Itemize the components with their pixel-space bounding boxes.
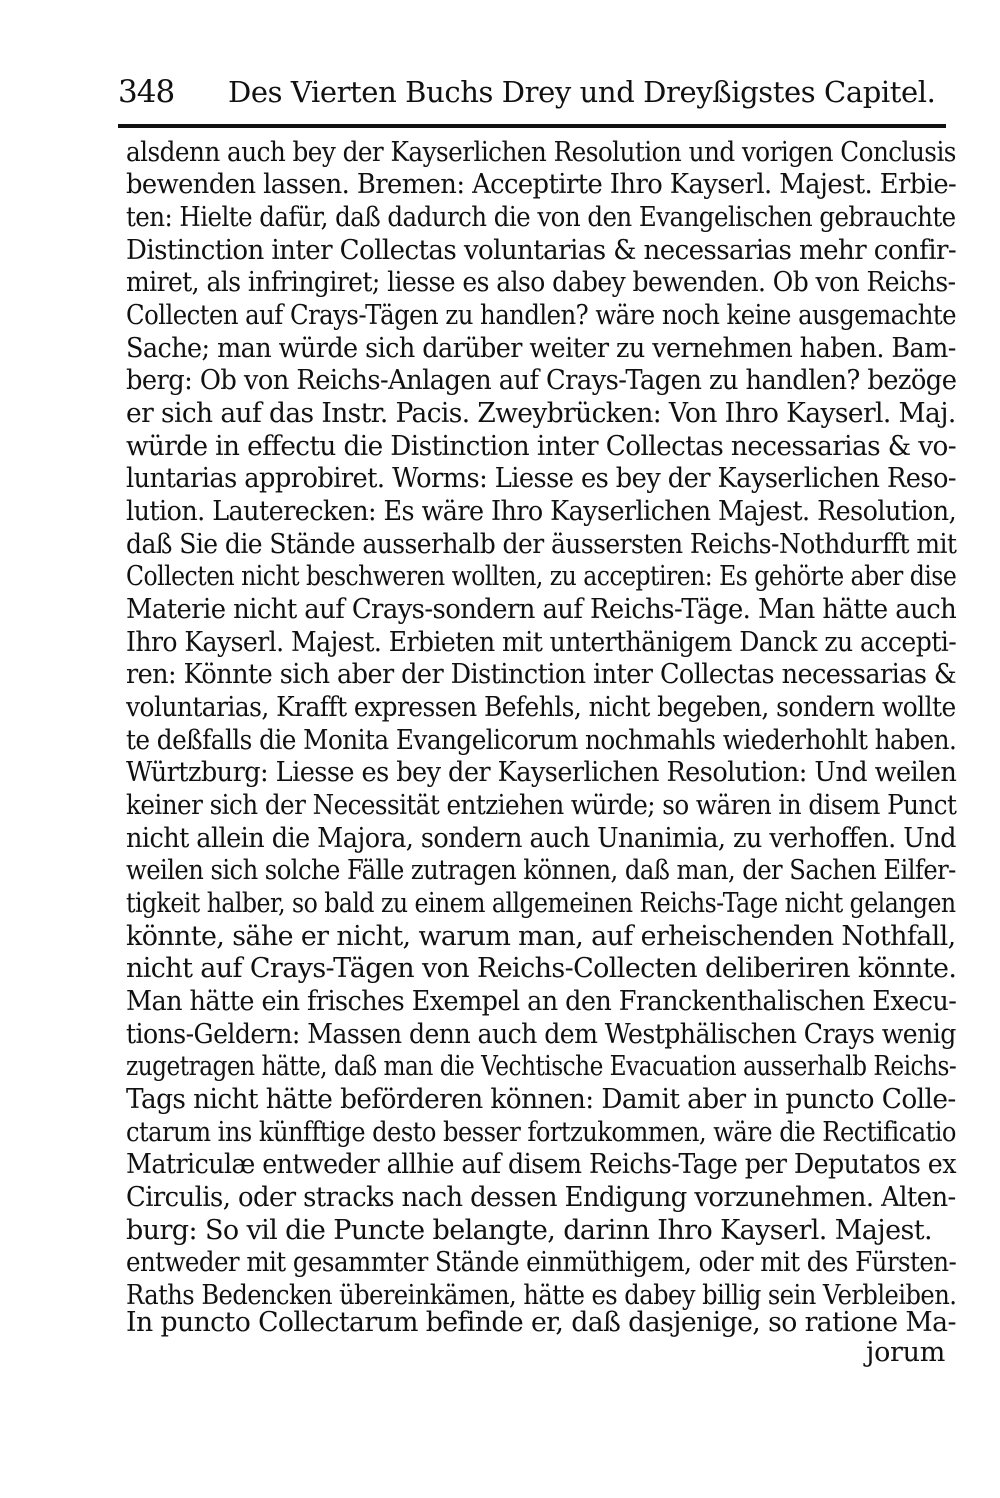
text-line: würde in effectu die Distinction inter Collectas necessarias & vo-	[126, 431, 957, 462]
text-line: Collecten nicht beschweren wollten, zu acceptiren: Es gehörte aber dise	[126, 561, 957, 592]
text-line: zugetragen hätte, daß man die Vechtische Evacuation ausserhalb Reichs-	[126, 1051, 957, 1082]
text-line: Matriculæ entweder allhie auf disem Reichs-Tage per Deputatos ex	[126, 1149, 956, 1180]
text-line: keiner sich der Necessität entziehen würde; so wären in disem Punct	[126, 790, 957, 821]
text-line: alsdenn auch bey der Kayserlichen Resolution und vorigen Conclusis	[126, 137, 956, 168]
text-line: könnte, sähe er nicht, warum man, auf erheischenden Nothfall,	[126, 921, 956, 952]
text-line: miret, als infringiret; liesse es also dabey bewenden. Ob von Reichs-	[126, 267, 956, 298]
text-line: te deßfalls die Monita Evangelicorum nochmahls wiederhohlt haben.	[126, 725, 957, 756]
text-line: bewenden lassen. Bremen: Acceptirte Ihro Kayserl. Majest. Erbie-	[126, 169, 957, 200]
text-line: daß Sie die Stände ausserhalb der äussersten Reichs-Nothdurfft mit	[126, 529, 957, 560]
text-line: Circulis, oder stracks nach dessen Endigung vorzunehmen. Alten-	[126, 1182, 956, 1213]
catchword: jorum	[866, 1337, 946, 1368]
text-line: Collecten auf Crays-Tägen zu handlen? wäre noch keine ausgemachte	[126, 300, 957, 331]
text-line: ctarum ins künfftige desto besser fortzukommen, wäre die Rectificatio	[126, 1117, 956, 1148]
running-head: Des Vierten Buchs Drey und Dreyßigstes Capitel.	[228, 75, 936, 109]
text-line: Tags nicht hätte beförderen können: Damit aber in puncto Colle-	[126, 1084, 956, 1115]
text-line: weilen sich solche Fälle zutragen können, daß man, der Sachen Eilfer-	[126, 855, 956, 886]
text-line: nicht auf Crays-Tägen von Reichs-Collecten deliberiren könnte.	[126, 953, 957, 984]
text-line: luntarias approbiret. Worms: Liesse es bey der Kayserlichen Reso-	[126, 463, 956, 494]
header-rule	[118, 124, 946, 128]
page-header	[118, 72, 948, 124]
text-line: entweder mit gesammter Stände einmüthigem, oder mit des Fürsten-	[126, 1247, 957, 1278]
text-line: Raths Bedencken übereinkämen, hätte es dabey billig sein Verbleiben.	[126, 1280, 957, 1311]
text-line: Ihro Kayserl. Majest. Erbieten mit unterthänigem Danck zu accepti-	[126, 627, 957, 658]
text-line: In puncto Collectarum befinde er, daß dasjenige, so ratione Ma-	[126, 1307, 956, 1338]
text-line: nicht allein die Majora, sondern auch Unanimia, zu verhoffen. Und	[126, 823, 956, 854]
text-line: ren: Könnte sich aber der Distinction inter Collectas necessarias &	[126, 659, 957, 690]
text-line: tigkeit halber, so bald zu einem allgemeinen Reichs-Tage nicht gelangen	[126, 888, 956, 919]
text-line: Distinction inter Collectas voluntarias & necessarias mehr confir-	[126, 235, 957, 266]
text-line: burg: So vil die Puncte belangte, darinn Ihro Kayserl. Majest.	[126, 1215, 932, 1246]
text-line: voluntarias, Krafft expressen Befehls, nicht begeben, sondern wollte	[126, 692, 956, 723]
text-line: Sache; man würde sich darüber weiter zu vernehmen haben. Bam-	[126, 333, 956, 364]
page-number: 348	[118, 74, 175, 110]
text-line: tions-Geldern: Massen denn auch dem Westphälischen Crays wenig	[126, 1019, 956, 1050]
text-line: Materie nicht auf Crays-sondern auf Reichs-Täge. Man hätte auch	[126, 594, 957, 625]
text-line: berg: Ob von Reichs-Anlagen auf Crays-Tagen zu handlen? bezöge	[126, 365, 957, 396]
text-line: ten: Hielte dafür, daß dadurch die von den Evangelischen gebrauchte	[126, 202, 956, 233]
text-line: Man hätte ein frisches Exempel an den Franckenthalischen Execu-	[126, 986, 957, 1017]
text-line: er sich auf das Instr. Pacis. Zweybrücken: Von Ihro Kayserl. Maj.	[126, 398, 956, 429]
text-line: Würtzburg: Liesse es bey der Kayserlichen Resolution: Und weilen	[126, 757, 957, 788]
text-line: lution. Lauterecken: Es wäre Ihro Kayserlichen Majest. Resolution,	[126, 496, 957, 527]
